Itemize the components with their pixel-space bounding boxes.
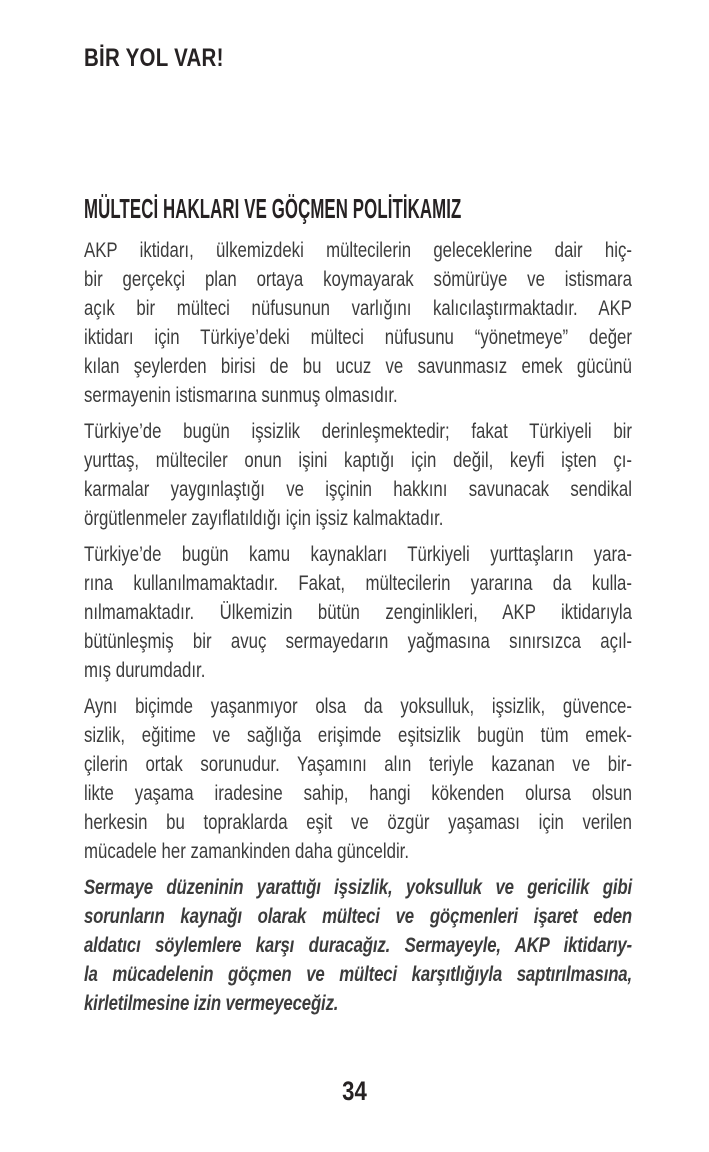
body-line: Türkiye’de bugün kamu kaynakları Türkiyeli yurttaşların yara- [84,543,632,566]
body-line: sorunların kaynağı olarak mülteci ve göçmenleri işaret eden [84,905,632,928]
paragraph-emphasis [84,873,632,1018]
body-line: kirletilmesine izin vermeyeceğiz. [84,992,339,1015]
body-line: likte yaşama iradesine sahip, hangi kökenden olursa olsun [84,782,632,805]
body-line: la mücadelenin göçmen ve mülteci karşıtlığıyla saptırılmasına, [84,963,632,986]
body-line: açık bir mülteci nüfusunun varlığını kalıcılaştırmaktadır. AKP [84,297,632,320]
body-line: kılan şeylerden birisi de bu ucuz ve savunmasız emek gücünü [84,355,632,378]
paragraph [84,236,632,410]
running-header: BİR YOL VAR! [84,44,224,72]
body-line: yurttaş, mülteciler onun işini kaptığı için değil, keyfi işten çı- [84,449,632,472]
paragraph [84,417,632,533]
body-line: sermayenin istismarına sunmuş olmasıdır. [84,384,398,407]
body-text [84,236,632,1025]
section-title: MÜLTECİ HAKLARI VE GÖÇMEN POLİTİKAMIZ [84,193,462,224]
body-line: mücadele her zamankinden daha günceldir. [84,840,410,863]
body-line: karmalar yaygınlaştığı ve işçinin hakkını savunacak sendikal [84,478,632,501]
body-line: bütünleşmiş bir avuç sermayedarın yağmasına sınırsızca açıl- [84,630,632,653]
body-line: rına kullanılmamaktadır. Fakat, mültecilerin yararına da kulla- [84,572,632,595]
paragraph [84,692,632,866]
body-line: çilerin ortak sorunudur. Yaşamını alın teriyle kazanan ve bir- [84,753,632,776]
body-line: sizlik, eğitime ve sağlığa erişimde eşitsizlik bugün tüm emek- [84,724,632,747]
body-line: herkesin bu topraklarda eşit ve özgür yaşaması için verilen [84,811,632,834]
paragraph [84,540,632,685]
page-number: 34 [342,1076,367,1106]
body-line: Aynı biçimde yaşanmıyor olsa da yoksulluk, işsizlik, güvence- [84,695,632,718]
body-line: nılmamaktadır. Ülkemizin bütün zenginlikleri, AKP iktidarıyla [84,601,632,624]
body-line: örgütlenmeler zayıflatıldığı için işsiz kalmaktadır. [84,507,444,530]
body-line: iktidarı için Türkiye’deki mülteci nüfusunu “yönetmeye” değer [84,326,632,349]
body-line: aldatıcı söylemlere karşı duracağız. Sermayeyle, AKP iktidarıy- [84,934,632,957]
body-line: Türkiye’de bugün işsizlik derinleşmektedir; fakat Türkiyeli bir [84,420,632,443]
body-line: mış durumdadır. [84,659,206,682]
body-line: bir gerçekçi plan ortaya koymayarak sömürüye ve istismara [84,268,632,291]
body-line: Sermaye düzeninin yarattığı işsizlik, yoksulluk ve gericilik gibi [84,876,632,899]
body-line: AKP iktidarı, ülkemizdeki mültecilerin geleceklerine dair hiç- [84,239,632,262]
